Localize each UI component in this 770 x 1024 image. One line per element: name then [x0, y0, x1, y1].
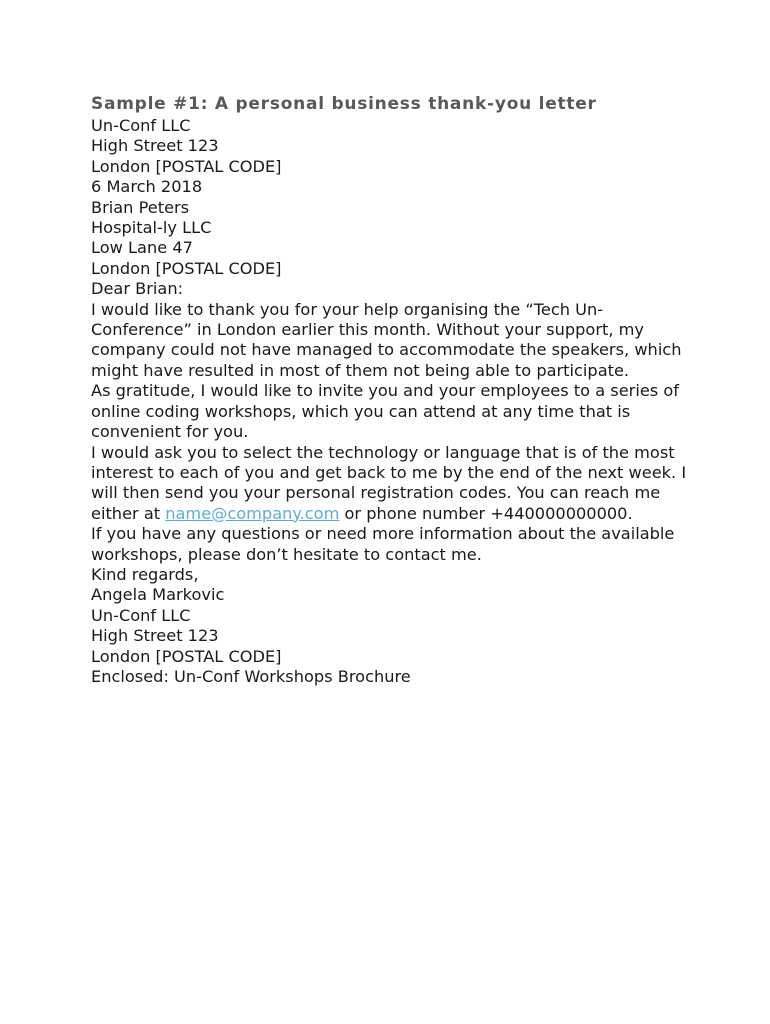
signature-city: London [POSTAL CODE]	[91, 646, 282, 666]
letter-title: Sample #1: A personal business thank-you letter	[91, 94, 597, 114]
recipient-city: London [POSTAL CODE]	[91, 258, 282, 278]
body-paragraph-closing: If you have any questions or need more information about the available workshops, please don’t hesitate to contact me.	[91, 524, 675, 564]
signoff: Kind regards,	[91, 564, 199, 584]
body-paragraph-invitation: As gratitude, I would like to invite you and your employees to a series of online coding workshops, which you can attend at any time that is convenient for you.	[91, 381, 679, 442]
body-paragraph-thanks: I would like to thank you for your help organising the “Tech Un-Conference” in London earlier this month. Without your support, my company could not have managed to accommodate the speakers, which might have resulted in most of them not being able to participate.	[91, 299, 682, 380]
signature-company: Un-Conf LLC	[91, 605, 191, 625]
contact-text-before: I would ask you to select the technology or language that is of the most interest to each of you and get back to me by the end of the next week. I will then send you your personal registration codes. You can reach me either at	[91, 442, 687, 523]
email-link[interactable]: name@company.com	[165, 503, 340, 523]
signature-block	[91, 585, 691, 667]
sender-street: High Street 123	[91, 136, 219, 156]
letter-date: 6 March 2018	[91, 177, 203, 197]
signature-street: High Street 123	[91, 626, 219, 646]
recipient-street: Low Lane 47	[91, 238, 193, 258]
recipient-company: Hospital-ly LLC	[91, 218, 212, 238]
contact-text-after: or phone number +440000000000.	[339, 503, 633, 523]
sender-address-block	[91, 116, 691, 177]
sender-company: Un-Conf LLC	[91, 116, 191, 135]
letter-page	[91, 93, 691, 687]
recipient-address-block	[91, 198, 691, 280]
sender-city: London [POSTAL CODE]	[91, 156, 282, 176]
recipient-name: Brian Peters	[91, 197, 190, 217]
salutation: Dear Brian:	[91, 279, 184, 299]
enclosure-note: Enclosed: Un-Conf Workshops Brochure	[91, 666, 411, 686]
body-paragraph-contact	[91, 443, 691, 525]
signature-name: Angela Markovic	[91, 585, 225, 605]
